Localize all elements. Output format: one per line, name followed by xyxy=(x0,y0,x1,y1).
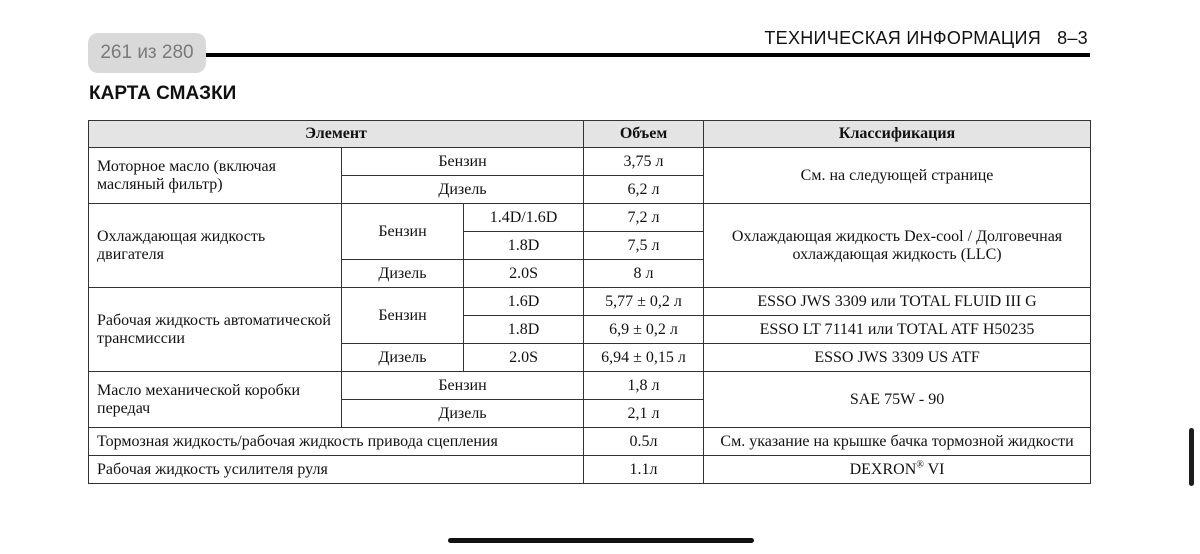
atf-class-1: ESSO JWS 3309 или TOTAL FLUID III G xyxy=(704,288,1091,316)
manual-diesel: Дизель xyxy=(342,400,584,428)
table-header-row xyxy=(89,121,1091,148)
manual-class: SAE 75W - 90 xyxy=(704,372,1091,428)
manual-label: Масло механической коробки передач xyxy=(89,372,342,428)
coolant-diesel: Дизель xyxy=(342,260,464,288)
atf-diesel: Дизель xyxy=(342,344,464,372)
coolant-volume-2: 7,5 л xyxy=(584,232,704,260)
section-header: ТЕХНИЧЕСКАЯ ИНФОРМАЦИЯ xyxy=(764,28,1042,48)
coolant-petrol: Бензин xyxy=(342,204,464,260)
steering-class xyxy=(704,456,1091,484)
brake-label: Тормозная жидкость/рабочая жидкость привода сцепления xyxy=(89,428,584,456)
engine-oil-diesel-volume: 6,2 л xyxy=(584,176,704,204)
lubrication-table xyxy=(88,120,1091,484)
manual-petrol: Бензин xyxy=(342,372,584,400)
atf-variant-3: 2.0S xyxy=(464,344,584,372)
atf-class-3: ESSO JWS 3309 US ATF xyxy=(704,344,1091,372)
table-row xyxy=(89,148,1091,176)
page-title: КАРТА СМАЗКИ xyxy=(89,83,237,104)
coolant-variant-1: 1.4D/1.6D xyxy=(464,204,584,232)
registered-mark: ® xyxy=(916,459,924,471)
atf-variant-1: 1.6D xyxy=(464,288,584,316)
page-counter: 261 из 280 xyxy=(88,33,206,73)
scroll-indicator[interactable] xyxy=(1189,428,1194,486)
manual-diesel-volume: 2,1 л xyxy=(584,400,704,428)
table-row xyxy=(89,428,1091,456)
table-row xyxy=(89,204,1091,232)
atf-volume-2: 6,9 ± 0,2 л xyxy=(584,316,704,344)
coolant-volume-3: 8 л xyxy=(584,260,704,288)
engine-oil-label: Моторное масло (включая масляный фильтр) xyxy=(89,148,342,204)
coolant-class: Охлаждающая жидкость Dex-cool / Долговечная охлаждающая жидкость (LLC) xyxy=(704,204,1091,288)
steering-class-main: DEXRON xyxy=(849,460,917,478)
coolant-variant-2: 1.8D xyxy=(464,232,584,260)
header-rule xyxy=(88,53,1090,57)
steering-volume: 1.1л xyxy=(584,456,704,484)
atf-class-2: ESSO LT 71141 или TOTAL ATF H50235 xyxy=(704,316,1091,344)
engine-oil-petrol-volume: 3,75 л xyxy=(584,148,704,176)
atf-volume-1: 5,77 ± 0,2 л xyxy=(584,288,704,316)
steering-label: Рабочая жидкость усилителя руля xyxy=(89,456,584,484)
header-element: Элемент xyxy=(89,121,584,148)
steering-class-suffix: VI xyxy=(923,460,945,478)
table-row xyxy=(89,372,1091,400)
atf-volume-3: 6,94 ± 0,15 л xyxy=(584,344,704,372)
brake-volume: 0.5л xyxy=(584,428,704,456)
engine-oil-diesel: Дизель xyxy=(342,176,584,204)
page-number: 8–3 xyxy=(1057,28,1088,48)
manual-petrol-volume: 1,8 л xyxy=(584,372,704,400)
atf-label: Рабочая жидкость автоматической трансмиссии xyxy=(89,288,342,372)
atf-petrol: Бензин xyxy=(342,288,464,344)
coolant-volume-1: 7,2 л xyxy=(584,204,704,232)
table-row xyxy=(89,456,1091,484)
atf-variant-2: 1.8D xyxy=(464,316,584,344)
brake-class: См. указание на крышке бачка тормозной жидкости xyxy=(704,428,1091,456)
running-header xyxy=(764,28,1088,49)
header-classification: Классификация xyxy=(704,121,1091,148)
header-volume: Объем xyxy=(584,121,704,148)
engine-oil-class: См. на следующей странице xyxy=(704,148,1091,204)
home-indicator[interactable] xyxy=(448,538,754,543)
table-row xyxy=(89,288,1091,316)
coolant-variant-3: 2.0S xyxy=(464,260,584,288)
engine-oil-petrol: Бензин xyxy=(342,148,584,176)
coolant-label: Охлаждающая жидкость двигателя xyxy=(89,204,342,288)
